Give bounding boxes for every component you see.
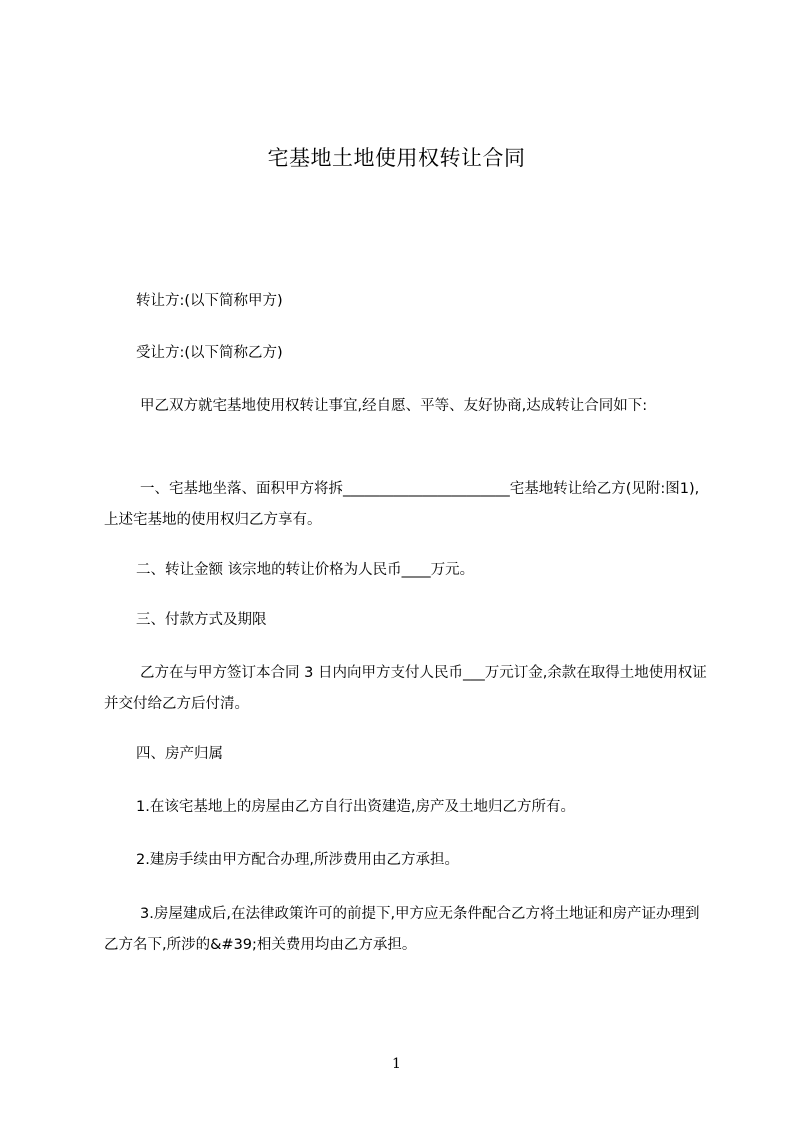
- transferor-line: 转让方:(以下简称甲方): [136, 293, 283, 309]
- preamble-paragraph: 甲乙双方就宅基地使用权转让事宜,经自愿、平等、友好协商,达成转让合同如下:: [140, 398, 648, 414]
- page-number: 1: [392, 1056, 401, 1072]
- clause-4-item-2: 2.建房手续由甲方配合办理,所涉费用由乙方承担。: [136, 852, 459, 868]
- document-title: 宅基地土地使用权转让合同: [267, 146, 526, 170]
- clause-4-item-3: 3.房屋建成后,在法律政策许可的前提下,甲方应无条件配合乙方将土地证和房产证办理到乙方名下,所涉的&#39;相关费用均由乙方承担。: [104, 906, 700, 953]
- clause-3-heading: 三、付款方式及期限: [136, 612, 267, 628]
- transferee-line: 受让方:(以下简称乙方): [136, 345, 283, 361]
- clause-2-paragraph: 二、转让金额 该宗地的转让价格为人民币____万元。: [136, 562, 475, 578]
- clause-4-heading: 四、房产归属: [136, 746, 223, 762]
- clause-1-paragraph: 一、宅基地坐落、面积甲方将拆_______________________宅基地转让给乙方(见附:图1), 上述宅基地的使用权归乙方享有。: [104, 481, 700, 528]
- clause-4-item-1: 1.在该宅基地上的房屋由乙方自行出资建造,房产及土地归乙方所有。: [136, 799, 575, 815]
- payment-terms-paragraph: 乙方在与甲方签订本合同 3 日内向甲方支付人民币___万元订金,余款在取得土地使用权证并交付给乙方后付清。: [104, 665, 707, 712]
